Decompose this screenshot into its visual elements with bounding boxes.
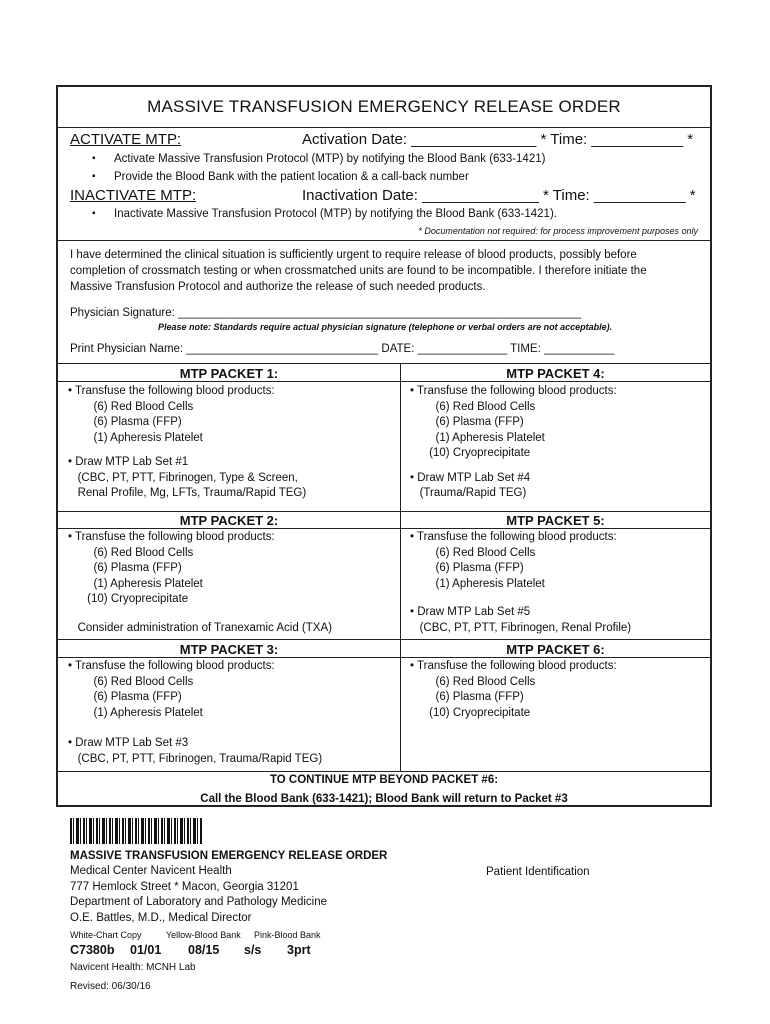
packet-3-title: MTP PACKET 3: [179, 642, 279, 657]
divider [58, 381, 710, 382]
packet-4-line: (6) Red Blood Cells [410, 400, 536, 413]
packet-1-line [68, 446, 306, 455]
statement-line-2: completion of crossmatch testing or when crossmatched units are found to be incompatible. I therefore initiate the [70, 265, 647, 277]
packet-3-line: (1) Apheresis Platelet [68, 706, 203, 719]
packet-3-line: (CBC, PT, PTT, Fibrinogen, Trauma/Rapid TEG) [68, 752, 323, 765]
packet-5-line [410, 592, 631, 605]
packet-6-line: (6) Red Blood Cells [410, 675, 536, 688]
packet-5-line: • Draw MTP Lab Set #5 [410, 606, 531, 618]
physician-signature-field[interactable]: Physician Signature: _______________________________________________________________ [70, 307, 581, 319]
divider [58, 657, 710, 658]
form-code: s/s [244, 943, 262, 957]
packet-3-line: (6) Plasma (FFP) [68, 691, 182, 703]
divider [58, 363, 710, 364]
revised-date: Revised: 06/30/16 [70, 981, 151, 992]
packet-6-line: • Transfuse the following blood products: [410, 660, 617, 672]
packet-1-line: (1) Apheresis Platelet [68, 431, 203, 444]
statement-line-1: I have determined the clinical situation is sufficiently urgent to require release of blood products, possibly before [70, 249, 637, 261]
footer-title: MASSIVE TRANSFUSION EMERGENCY RELEASE ORDER [70, 850, 388, 862]
inactivate-label: INACTIVATE MTP: [70, 187, 197, 204]
print-physician-name-field[interactable]: Print Physician Name: ______________________________ DATE: ______________ TIME: ___________ [70, 343, 615, 355]
packet-4-title: MTP PACKET 4: [506, 366, 605, 381]
packet-4-line: • Transfuse the following blood products: [410, 385, 617, 397]
packet-1-line: • Transfuse the following blood products: [68, 385, 275, 397]
packet-5-line: (6) Plasma (FFP) [410, 562, 524, 574]
continue-instruction: Call the Blood Bank (633-1421); Blood Bank will return to Packet #3 [200, 793, 568, 805]
footer-line: Department of Laboratory and Pathology Medicine [70, 896, 327, 908]
packet-2-line [68, 608, 332, 621]
packet-6-line: (10) Cryoprecipitate [410, 706, 531, 719]
packet-2-line: (10) Cryoprecipitate [68, 593, 189, 605]
packet-4-line: (Trauma/Rapid TEG) [410, 487, 527, 499]
activation-date-field[interactable]: Activation Date: _______________ * Time: ___________ * [302, 131, 694, 148]
packet-5-line: (6) Red Blood Cells [410, 546, 536, 559]
packet-2-content [68, 530, 332, 636]
packet-1-line: (6) Plasma (FFP) [68, 416, 182, 428]
packet-6-title: MTP PACKET 6: [506, 642, 605, 657]
form-code: 01/01 [130, 943, 162, 957]
form-title: MASSIVE TRANSFUSION EMERGENCY RELEASE ORDER [58, 87, 710, 128]
packet-4-line: (6) Plasma (FFP) [410, 416, 524, 428]
packet-3-line: (6) Red Blood Cells [68, 675, 194, 688]
packet-2-line: (6) Red Blood Cells [68, 546, 194, 559]
column-divider [400, 363, 401, 771]
activate-label: ACTIVATE MTP: [70, 131, 182, 148]
form-code: 3prt [287, 943, 311, 957]
packet-3-content [68, 659, 322, 767]
activate-bullet-2: ▪ Provide the Blood Bank with the patient location & a call-back number [114, 171, 469, 183]
copy-pink: Pink-Blood Bank [254, 930, 321, 940]
footer-line: 777 Hemlock Street * Macon, Georgia 31201 [70, 881, 299, 893]
inactivation-date-field[interactable]: Inactivation Date: ______________ * Time: ___________ * [302, 187, 696, 204]
packet-2-line: • Transfuse the following blood products: [68, 531, 275, 543]
packet-3-line: • Draw MTP Lab Set #3 [68, 737, 189, 749]
packet-5-line: • Transfuse the following blood products: [410, 531, 617, 543]
lab-name: Navicent Health: MCNH Lab [70, 962, 196, 973]
patient-identification: Patient Identification [486, 866, 590, 878]
barcode [70, 818, 202, 844]
copy-yellow: Yellow-Blood Bank [166, 930, 241, 940]
form-code: C7380b [70, 943, 115, 957]
packet-2-line: Consider administration of Tranexamic Acid (TXA) [68, 621, 332, 634]
packet-6-content [410, 659, 617, 721]
packet-1-content [68, 384, 306, 502]
statement-line-3: Massive Transfusion Protocol and authorize the release of such needed products. [70, 281, 486, 293]
footer-line: Medical Center Navicent Health [70, 865, 232, 877]
divider [58, 511, 710, 512]
packet-5-line: (CBC, PT, PTT, Fibrinogen, Renal Profile) [410, 621, 632, 634]
packet-5-title: MTP PACKET 5: [506, 513, 605, 528]
divider [58, 639, 710, 640]
packet-4-line: • Draw MTP Lab Set #4 [410, 471, 531, 484]
packet-1-line: • Draw MTP Lab Set #1 [68, 456, 189, 468]
copy-white: White-Chart Copy [70, 930, 142, 940]
activate-bullet-1: ▪ Activate Massive Transfusion Protocol (MTP) by notifying the Blood Bank (633-1421) [114, 153, 545, 165]
packet-1-line: (6) Red Blood Cells [68, 400, 194, 413]
packet-3-line: • Transfuse the following blood products: [68, 660, 275, 672]
packet-5-line: (1) Apheresis Platelet [410, 577, 545, 590]
packet-4-line: (1) Apheresis Platelet [410, 431, 545, 444]
packet-3-line [68, 721, 322, 736]
footer-line: O.E. Battles, M.D., Medical Director [70, 912, 252, 924]
packet-4-line [410, 462, 617, 471]
order-form [56, 85, 712, 807]
continue-heading: TO CONTINUE MTP BEYOND PACKET #6: [269, 774, 499, 786]
divider [58, 528, 710, 529]
packet-2-line: (6) Plasma (FFP) [68, 562, 182, 574]
documentation-note: * Documentation not required: for process improvement purposes only [418, 226, 698, 236]
packet-1-title: MTP PACKET 1: [179, 366, 279, 381]
form-code: 08/15 [188, 943, 220, 957]
packet-2-title: MTP PACKET 2: [179, 513, 279, 528]
packet-6-line: (6) Plasma (FFP) [410, 691, 524, 703]
divider [58, 771, 710, 772]
signature-note: Please note: Standards require actual physician signature (telephone or verbal orders are not acceptable). [158, 322, 613, 332]
inactivate-bullet-1: ▪ Inactivate Massive Transfusion Protocol (MTP) by notifying the Blood Bank (633-1421). [114, 208, 557, 220]
packet-1-line: (CBC, PT, PTT, Fibrinogen, Type & Screen, [68, 471, 298, 484]
packet-4-line: (10) Cryoprecipitate [410, 447, 531, 459]
packet-4-content [410, 384, 617, 502]
divider [58, 240, 710, 241]
packet-2-line: (1) Apheresis Platelet [68, 577, 203, 590]
packet-5-content [410, 530, 631, 636]
packet-1-line: Renal Profile, Mg, LFTs, Trauma/Rapid TEG) [68, 487, 307, 499]
